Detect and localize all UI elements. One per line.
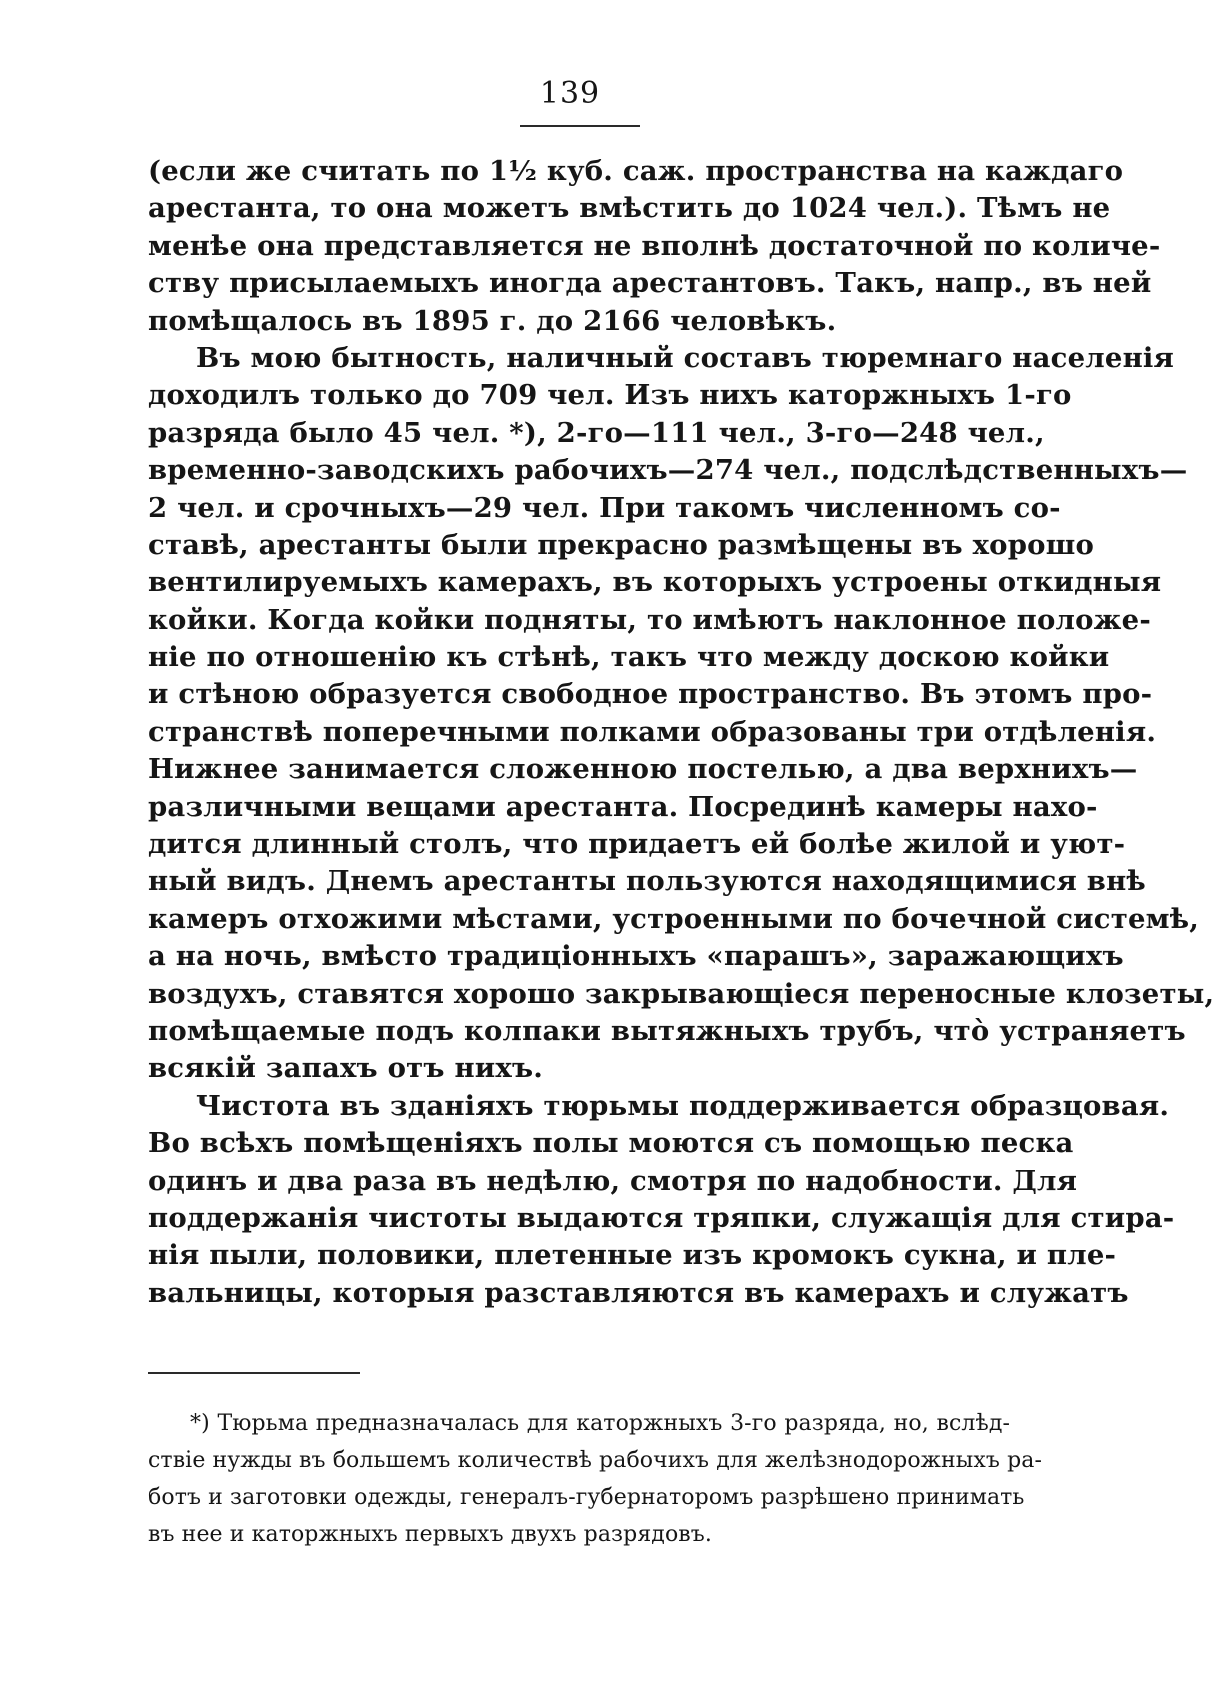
text-line: Нижнее занимается сложенною постелью, а два верхнихъ—: [148, 753, 1138, 786]
header-rule: [520, 125, 640, 127]
text-line: дится длинный столъ, что придаетъ ей болѣе жилой и уют-: [148, 828, 1126, 861]
footnote-line: *) Тюрьма предназначалась для каторжныхъ 3-го разряда, но, вслѣд-: [190, 1411, 1010, 1436]
text-line: и стѣною образуется свободное пространство. Въ этомъ про-: [148, 678, 1153, 711]
text-line: нія пыли, половики, плетенные изъ кромокъ сукна, и пле-: [148, 1239, 1117, 1272]
text-line: различными вещами арестанта. Посрединѣ камеры нахо-: [148, 790, 1098, 823]
text-line: вентилируемыхъ камерахъ, въ которыхъ устроены откидныя: [148, 566, 1162, 599]
text-line: ству присылаемыхъ иногда арестантовъ. Такъ, напр., въ ней: [148, 267, 1152, 300]
text-line: временно-заводскихъ рабочихъ—274 чел., подслѣдственныхъ—: [148, 454, 1188, 487]
text-line: странствѣ поперечными полками образованы три отдѣленія.: [148, 715, 1157, 748]
paragraph-1: [148, 153, 1161, 340]
main-text: [148, 153, 1214, 1312]
text-line: Въ мою бытность, наличный составъ тюремнаго населенія: [196, 341, 1175, 374]
text-line: ный видъ. Днемъ арестанты пользуются находящимися внѣ: [148, 865, 1146, 898]
page-number: 139: [539, 76, 601, 111]
text-line: менѣе она представляется не вполнѣ достаточной по количе-: [148, 229, 1161, 262]
text-line: 2 чел. и срочныхъ—29 чел. При такомъ численномъ со-: [148, 491, 1061, 524]
text-line: Во всѣхъ помѣщеніяхъ полы моются съ помощью песка: [148, 1127, 1074, 1160]
footnote-line: ствіе нужды въ большемъ количествѣ рабочихъ для желѣзнодорожныхъ ра-: [148, 1448, 1043, 1473]
footnote-line: въ нее и каторжныхъ первыхъ двухъ разрядовъ.: [148, 1522, 712, 1547]
text-line: а на ночь, вмѣсто традиціонныхъ «парашъ», заражающихъ: [148, 940, 1124, 973]
footnote-rule: [148, 1372, 360, 1374]
text-line: ніе по отношенію къ стѣнѣ, такъ что между доскою койки: [148, 641, 1110, 674]
text-line: койки. Когда койки подняты, то имѣютъ наклонное положе-: [148, 603, 1151, 636]
text-line: разряда было 45 чел. *), 2-го—111 чел., 3-го—248 чел.,: [148, 416, 1045, 449]
text-line: воздухъ, ставятся хорошо закрывающіеся переносные клозеты,: [148, 977, 1214, 1010]
footnote-line: ботъ и заготовки одежды, генералъ-губернаторомъ разрѣшено принимать: [148, 1485, 1025, 1510]
text-line: (если же считать по 1½ куб. саж. пространства на каждаго: [148, 155, 1124, 187]
text-line: вальницы, которыя разставляются въ камерахъ и служатъ: [148, 1276, 1129, 1309]
text-line: камеръ отхожими мѣстами, устроенными по бочечной системѣ,: [148, 902, 1200, 935]
text-line: помѣщаемые подъ колпаки вытяжныхъ трубъ, что̀ устраняетъ: [148, 1014, 1186, 1047]
paragraph-3: [148, 1088, 1175, 1312]
text-line: арестанта, то она можетъ вмѣстить до 1024 чел.). Тѣмъ не: [148, 192, 1111, 225]
text-line: Чистота въ зданіяхъ тюрьмы поддерживается образцовая.: [196, 1089, 1170, 1122]
text-line: помѣщалось въ 1895 г. до 2166 человѣкъ.: [148, 304, 837, 337]
text-line: одинъ и два раза въ недѣлю, смотря по надобности. Для: [148, 1164, 1078, 1197]
footnote: [148, 1405, 1043, 1553]
paragraph-2: [148, 340, 1214, 1088]
text-line: всякій запахъ отъ нихъ.: [148, 1052, 544, 1085]
text-line: ставѣ, арестанты были прекрасно размѣщены въ хорошо: [148, 528, 1094, 561]
text-line: доходилъ только до 709 чел. Изъ нихъ каторжныхъ 1-го: [148, 379, 1072, 412]
text-line: поддержанія чистоты выдаются тряпки, служащія для стира-: [148, 1201, 1175, 1234]
